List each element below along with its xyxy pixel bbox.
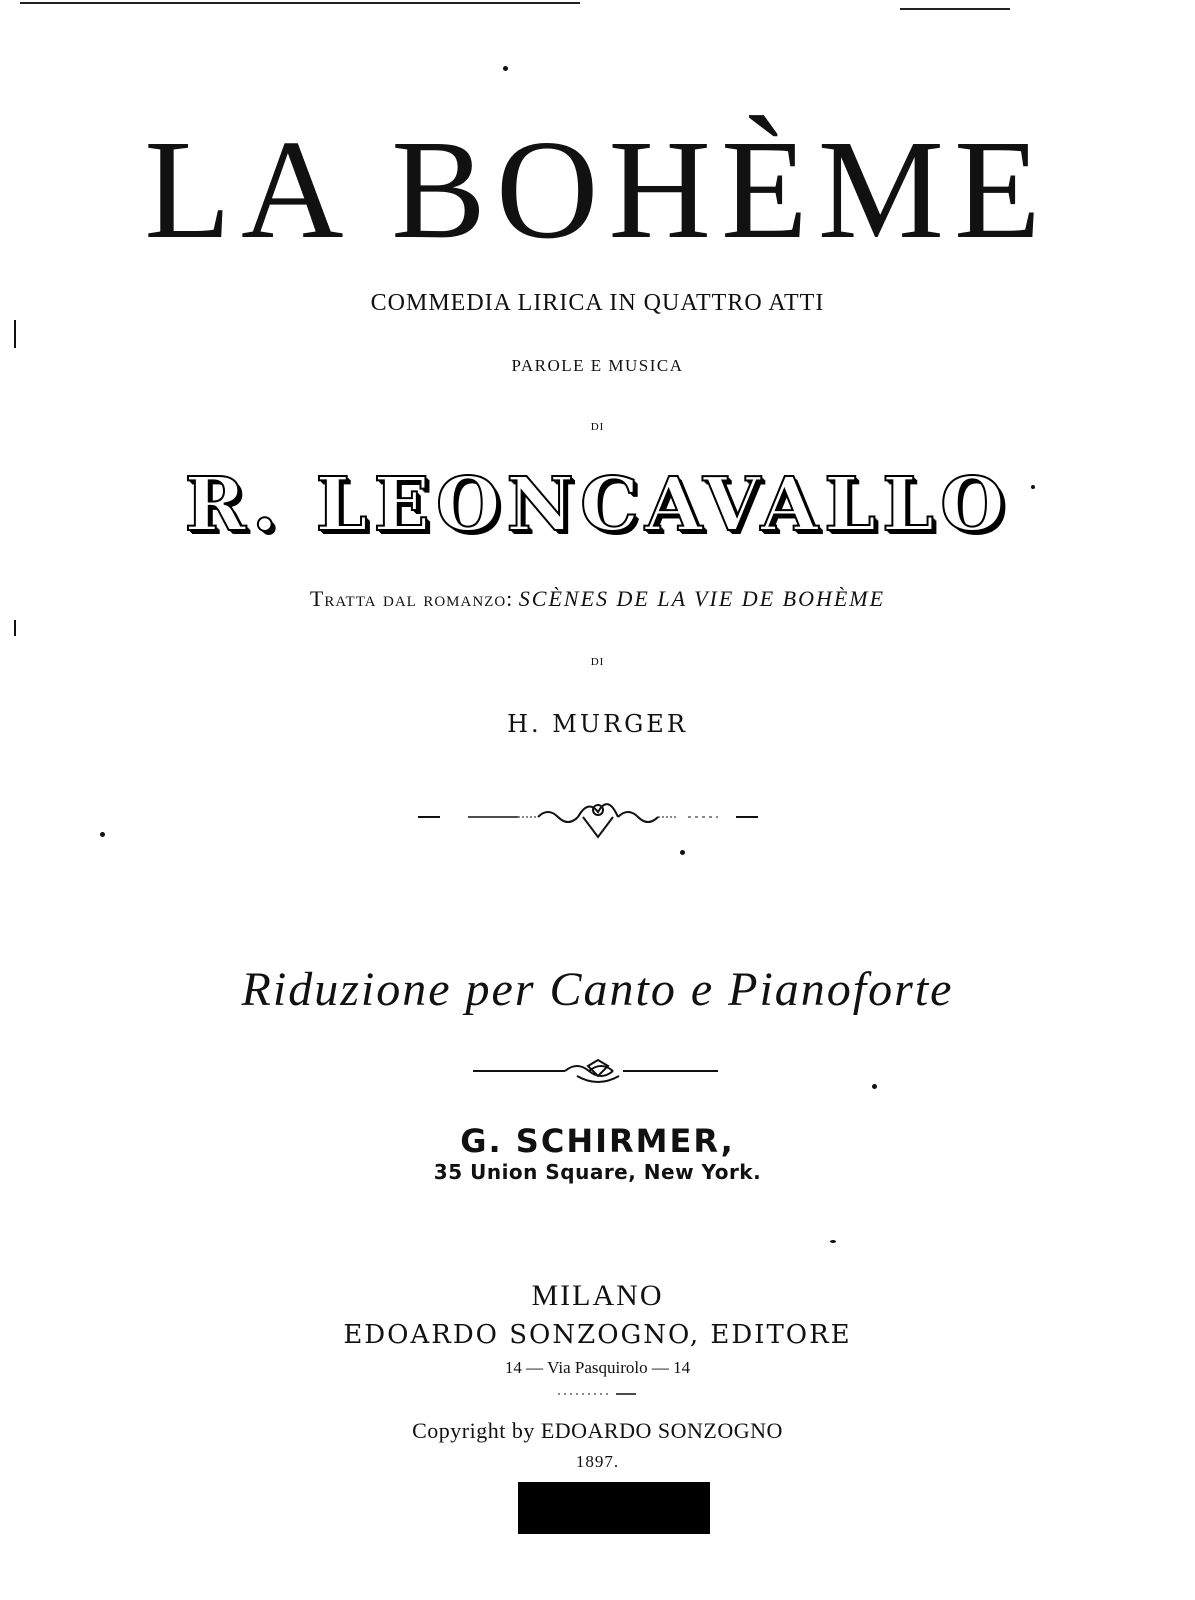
by-label-1: DI <box>590 421 605 433</box>
composer-name: R. LEONCAVALLO <box>184 462 1011 548</box>
arrangement-title: Riduzione per Canto e Pianoforte <box>241 963 954 1016</box>
author-name: H. MURGER <box>507 710 688 738</box>
scan-speck <box>830 1240 836 1243</box>
scan-speck <box>100 832 105 837</box>
page-title: LA BOHÈME <box>144 110 1051 268</box>
words-music-line: PAROLE E MUSICA <box>511 356 684 375</box>
copyright-year: 1897. <box>575 1452 620 1471</box>
subtitle: COMMEDIA LIRICA IN QUATTRO ATTI <box>370 290 825 316</box>
copyright-line: Copyright by EDOARDO SONZOGNO <box>412 1418 783 1443</box>
ornament-flourish-icon <box>0 792 1195 847</box>
imprint-rule <box>0 1386 1195 1396</box>
by-label-2: DI <box>590 656 605 668</box>
source-line <box>0 586 1195 612</box>
source-prefix: Tratta dal romanzo: <box>309 586 514 611</box>
stamp-publisher: G. SCHIRMER, <box>460 1122 735 1160</box>
scan-speck <box>14 320 16 348</box>
imprint-city: MILANO <box>531 1279 664 1312</box>
scan-speck <box>1031 485 1035 489</box>
scan-speck <box>872 1084 877 1089</box>
top-border-line <box>20 2 580 4</box>
imprint-address: 14 — Via Pasquirolo — 14 <box>504 1358 691 1377</box>
redaction-block <box>518 1482 710 1534</box>
stamp-address: 35 Union Square, New York. <box>433 1160 762 1184</box>
source-novel: SCÈNES DE LA VIE DE BOHÈME <box>518 586 886 611</box>
scan-speck <box>680 850 685 855</box>
ornament-divider-icon <box>0 1058 1195 1093</box>
top-border-dash <box>900 8 1010 10</box>
imprint-publisher: EDOARDO SONZOGNO, EDITORE <box>343 1320 852 1350</box>
scan-speck <box>503 66 508 71</box>
scan-speck <box>14 620 16 636</box>
